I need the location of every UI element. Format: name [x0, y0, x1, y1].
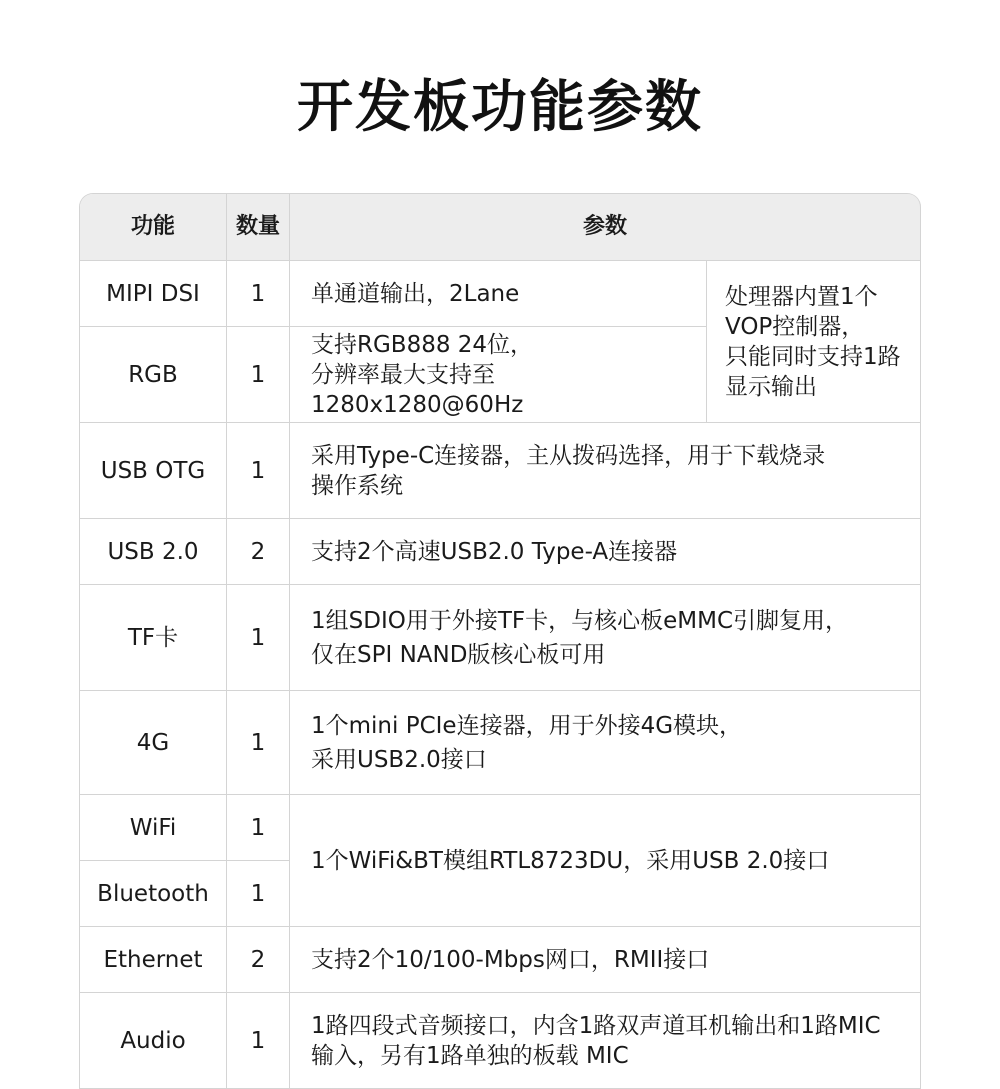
quantity-cell: 1 [227, 795, 290, 861]
parameter-cell: 采用Type-C连接器，主从拨码选择，用于下载烧录 操作系统 [290, 423, 921, 519]
table-row [80, 423, 921, 519]
quantity-cell: 1 [227, 993, 290, 1089]
header-parameters: 参数 [290, 194, 921, 261]
function-cell: RGB [80, 327, 227, 423]
table-row [80, 927, 921, 993]
function-cell: USB 2.0 [80, 519, 227, 585]
spec-table [79, 193, 921, 1089]
quantity-cell: 1 [227, 691, 290, 795]
header-quantity: 数量 [227, 194, 290, 261]
quantity-cell: 2 [227, 927, 290, 993]
quantity-cell: 1 [227, 861, 290, 927]
function-cell: USB OTG [80, 423, 227, 519]
quantity-cell: 1 [227, 327, 290, 423]
header-function: 功能 [80, 194, 227, 261]
function-cell: 4G [80, 691, 227, 795]
parameter-cell: 支持2个10/100-Mbps网口，RMII接口 [290, 927, 921, 993]
function-cell: WiFi [80, 795, 227, 861]
quantity-cell: 1 [227, 585, 290, 691]
table-row [80, 585, 921, 691]
quantity-cell: 1 [227, 423, 290, 519]
function-cell: Audio [80, 993, 227, 1089]
parameter-cell: 1个mini PCIe连接器，用于外接4G模块， 采用USB2.0接口 [290, 691, 921, 795]
table-row [80, 691, 921, 795]
function-cell: Bluetooth [80, 861, 227, 927]
quantity-cell: 2 [227, 519, 290, 585]
table-header-row [80, 194, 921, 261]
parameter-cell: 1组SDIO用于外接TF卡，与核心板eMMC引脚复用， 仅在SPI NAND版核心板可用 [290, 585, 921, 691]
wireless-parameter-cell: 1个WiFi&BT模组RTL8723DU，采用USB 2.0接口 [290, 795, 921, 927]
parameter-cell: 支持RGB888 24位， 分辨率最大支持至1280x1280@60Hz [290, 327, 707, 423]
table-row [80, 519, 921, 585]
parameter-cell: 支持2个高速USB2.0 Type-A连接器 [290, 519, 921, 585]
parameter-cell: 1路四段式音频接口，内含1路双声道耳机输出和1路MIC 输入，另有1路单独的板载 MIC [290, 993, 921, 1089]
function-cell: TF卡 [80, 585, 227, 691]
quantity-cell: 1 [227, 261, 290, 327]
page-title: 开发板功能参数 [297, 75, 703, 140]
table-row [80, 261, 921, 327]
function-cell: Ethernet [80, 927, 227, 993]
display-note-cell: 处理器内置1个 VOP控制器， 只能同时支持1路 显示输出 [707, 261, 921, 423]
function-cell: MIPI DSI [80, 261, 227, 327]
parameter-cell: 单通道输出，2Lane [290, 261, 707, 327]
table-row [80, 795, 921, 861]
